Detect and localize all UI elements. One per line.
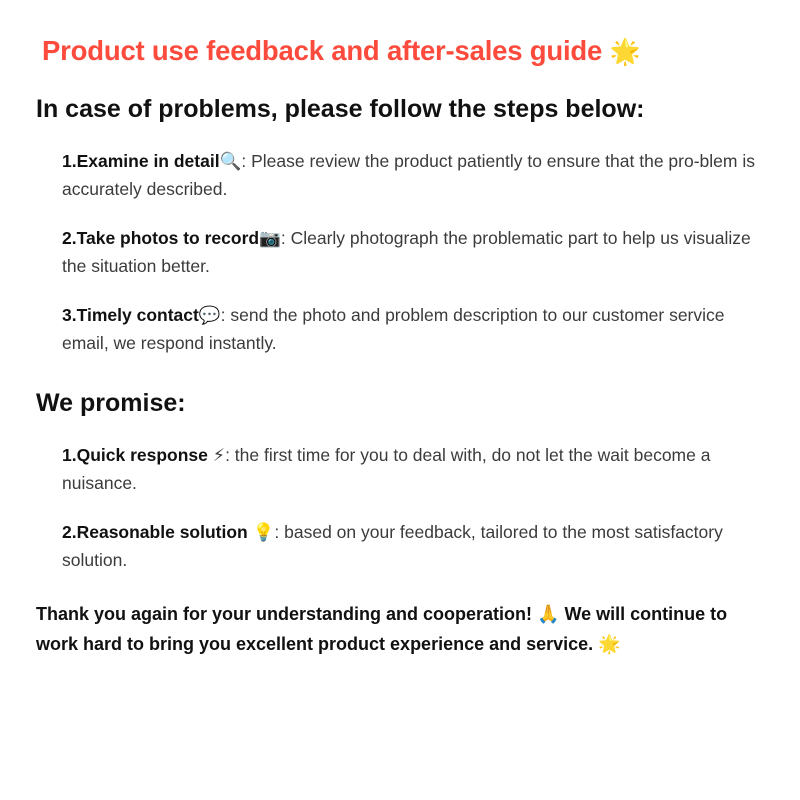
problem-step-2-body: : Clearly photograph the problematic part to help us visualize the situation better. [62, 227, 751, 276]
problem-step-2 [62, 225, 762, 280]
promise-heading: We promise: [36, 389, 186, 418]
promise-step-1 [62, 442, 762, 497]
star-icon-closing: 🌟 [598, 634, 621, 656]
closing-part-1: Thank you again for your understanding and cooperation! [36, 604, 533, 625]
lightning-icon: ⚡ [212, 445, 226, 466]
problem-step-3-body: : send the photo and problem description to our customer service email, we respond instantly. [62, 305, 725, 354]
star-icon: 🌟 [609, 37, 641, 66]
lightbulb-icon: 💡 [252, 523, 275, 543]
praying-hands-icon: 🙏 [537, 604, 560, 626]
closing-paragraph [36, 600, 751, 660]
problem-step-2-lead: 2.Take photos to record [62, 227, 260, 248]
page-title [42, 34, 766, 67]
promise-step-2 [62, 519, 762, 574]
problem-step-1-body: : Please review the product patiently to ensure that the pro-blem is accurately described. [62, 150, 755, 199]
promise-step-1-body: : the first time for you to deal with, do not let the wait become a nuisance. [62, 444, 711, 493]
promise-step-1-lead: 1.Quick response [62, 444, 208, 465]
speech-bubble-icon: 💬 [198, 306, 221, 326]
camera-icon: 📷 [259, 228, 281, 249]
magnifier-icon: 🔍 [219, 151, 242, 172]
problem-step-1-lead: 1.Examine in detail [62, 150, 220, 171]
problem-step-3 [62, 302, 762, 357]
problem-step-3-lead: 3.Timely contact [62, 305, 199, 325]
problem-step-1 [62, 148, 762, 203]
closing-part-2: We will continue to work hard to bring you excellent product experience and service. [36, 604, 728, 655]
page-title-text: Product use feedback and after-sales guide [42, 35, 603, 66]
problems-heading: In case of problems, please follow the steps below: [36, 95, 645, 123]
promise-step-2-body: : based on your feedback, tailored to the most satisfactory solution. [62, 522, 723, 571]
promise-step-2-lead: 2.Reasonable solution [62, 522, 248, 542]
